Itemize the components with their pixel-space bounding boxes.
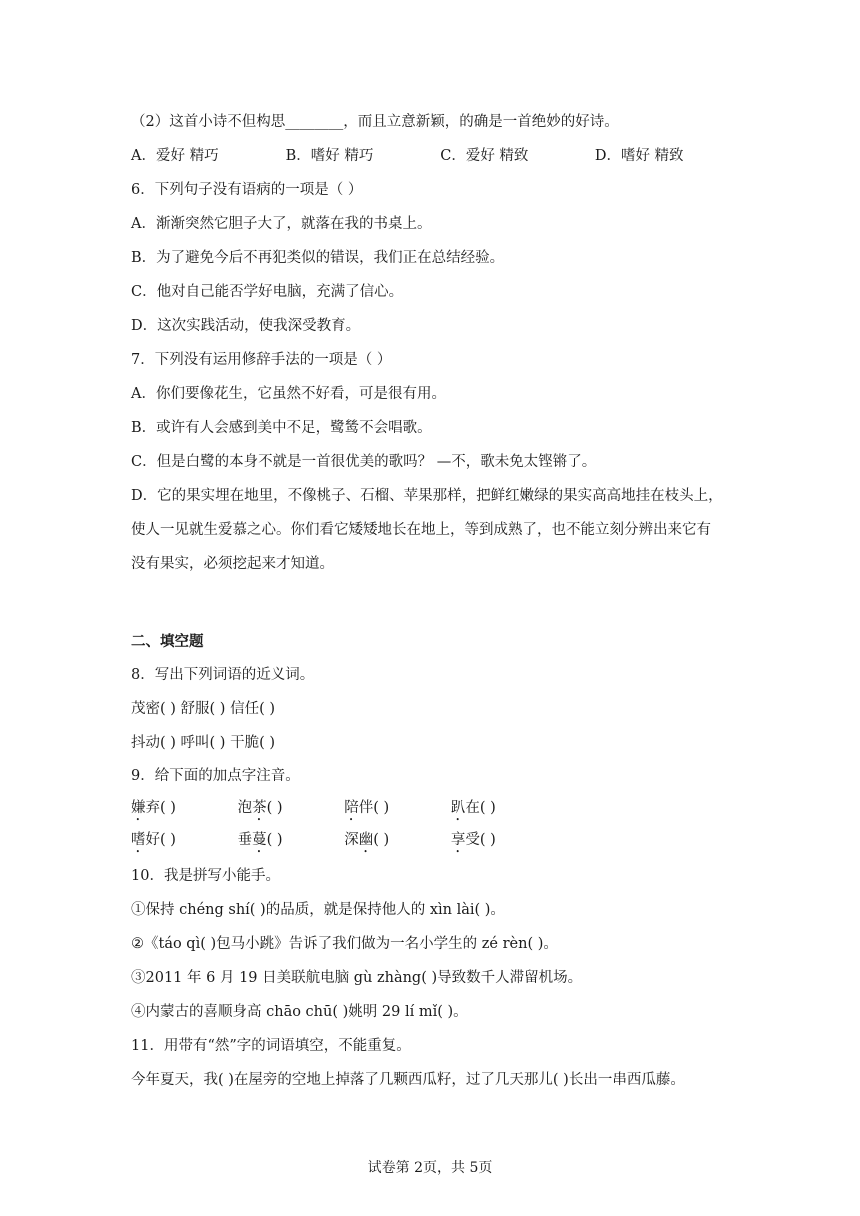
page-footer: 试卷第 2页，共 5页 [367, 1160, 493, 1176]
q5-part2-options [131, 146, 684, 166]
q6-stem: 6．下列句子没有语病的一项是（ ） [131, 182, 363, 198]
q10-item-4: ④内蒙古的喜顺身高 chāo chū( )姚明 29 lí mǐ( )。 [131, 1004, 468, 1020]
q9-item: 泡茶( ) [237, 800, 283, 816]
q6-option-a: A．渐渐突然它胆子大了，就落在我的书桌上。 [131, 216, 432, 232]
q5-option-a: A．爱好 精巧 [131, 148, 219, 164]
q8-stem: 8．写出下列词语的近义词。 [131, 667, 315, 683]
q7-stem: 7．下列没有运用修辞手法的一项是（ ） [131, 352, 392, 368]
q8-row1: 茂密( ) 舒服( ) 信任( ) [131, 701, 275, 717]
q10-item-2: ②《táo qì( )包马小跳》告诉了我们做为一名小学生的 zé rèn( )。 [131, 936, 558, 952]
q9-row2 [131, 830, 496, 856]
q10-stem: 10．我是拼写小能手。 [131, 868, 280, 884]
q9-item: 垂蔓( ) [237, 832, 283, 848]
q10-item-3: ③2011 年 6 月 19 日美联航电脑 gù zhàng( )导致数千人滞留机场。 [131, 970, 583, 986]
q7-option-d-line3: 没有果实，必须挖起来才知道。 [131, 556, 334, 572]
q9-item: 趴在( ) [450, 800, 496, 816]
q11-text: 今年夏天，我( )在屋旁的空地上掉落了几颗西瓜籽，过了几天那儿( )长出一串西瓜藤。 [131, 1072, 685, 1088]
q5-option-b: B．嗜好 精巧 [285, 148, 374, 164]
q6-option-c: C．他对自己能否学好电脑，充满了信心。 [131, 284, 404, 300]
q11-stem: 11．用带有“然”字的词语填空，不能重复。 [131, 1038, 411, 1054]
q9-item: 陪伴( ) [344, 800, 390, 816]
q5-option-d: D．嗜好 精致 [594, 148, 684, 164]
q7-option-c: C．但是白鹭的本身不就是一首很优美的歌吗？ —不，歌未免太铿锵了。 [131, 454, 597, 470]
q9-item: 享受( ) [450, 832, 496, 848]
q10-item-1: ①保持 chéng shí( )的品质，就是保持他人的 xìn lài( )。 [131, 902, 505, 918]
q6-option-b: B．为了避免今后不再犯类似的错误，我们正在总结经验。 [131, 250, 505, 266]
q5-part2-stem: （2）这首小诗不但构思________，而且立意新颖，的确是一首绝妙的好诗。 [131, 114, 619, 130]
q8-row2: 抖动( ) 呼叫( ) 干脆( ) [131, 735, 275, 751]
q9-item: 嫌弃( ) [131, 800, 176, 816]
q7-option-d-line2: 使人一见就生爱慕之心。你们看它矮矮地长在地上，等到成熟了，也不能立刻分辨出来它有 [131, 522, 711, 538]
q9-row1 [131, 798, 496, 824]
q9-stem: 9．给下面的加点字注音。 [131, 768, 300, 784]
q7-option-b: B．或许有人会感到美中不足，鹭鸶不会唱歌。 [131, 420, 432, 436]
q7-option-d-line1: D．它的果实埋在地里，不像桃子、石榴、苹果那样，把鲜红嫩绿的果实高高地挂在枝头上， [131, 488, 723, 504]
q6-option-d: D．这次实践活动，使我深受教育。 [131, 318, 361, 334]
q7-option-a: A．你们要像花生，它虽然不好看，可是很有用。 [131, 386, 446, 402]
q5-option-c: C．爱好 精致 [440, 148, 529, 164]
q9-item: 嗜好( ) [131, 832, 176, 848]
q9-item: 深幽( ) [344, 832, 390, 848]
section-title-fill-in: 二、填空题 [131, 634, 204, 650]
